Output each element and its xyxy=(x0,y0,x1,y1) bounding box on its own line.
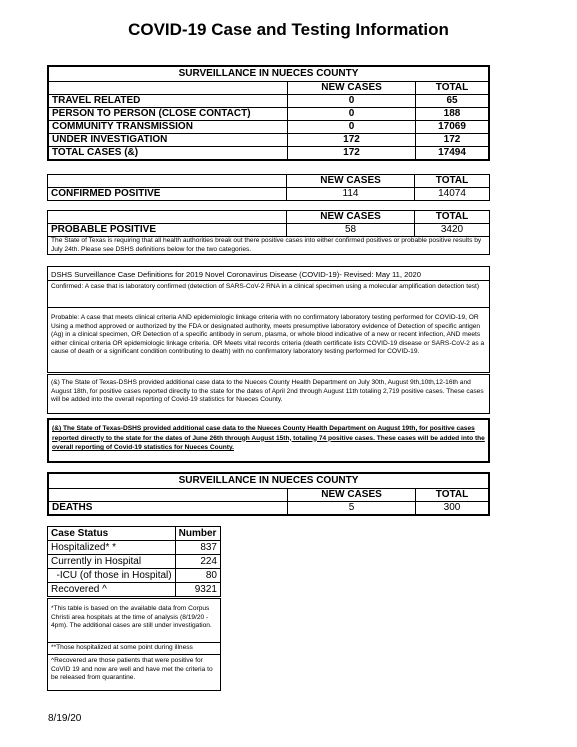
definitions-header: DSHS Surveillance Case Definitions for 2019 Novel Coronavirus Disease (COVID-19)- Revised: May 11, 2020 xyxy=(47,266,490,281)
row-new: 0 xyxy=(288,95,416,108)
case-status-note-3: ^Recovered are those patients that were positive for CoVID 19 and now are well and have met the criteria to be released from quarantine. xyxy=(47,655,221,691)
aug19-note: (&) The State of Texas-DSHS provided additional case data to the Nueces County Health Department on August 19th, for positive cases reported directly to the state for the dates of June 26th through August 15th, totaling 74 positive cases. These cases will be added into the overall reporting of Covid-19 statistics for Nueces County. xyxy=(52,425,485,451)
status-value: 837 xyxy=(175,541,220,555)
deaths-total: 300 xyxy=(416,502,490,516)
case-status-note-1: *This table is based on the available data from Corpus Christi area hospitals at the time of analysis (8/19/20 - 4pm). The additional cases are still under investigation. xyxy=(47,598,221,643)
deaths-label: DEATHS xyxy=(48,502,288,516)
confirmed-total: 14074 xyxy=(415,188,490,201)
deaths-table xyxy=(47,472,490,516)
row-total: 172 xyxy=(416,134,490,147)
row-label: UNDER INVESTIGATION xyxy=(48,134,288,147)
row-new: 172 xyxy=(288,147,416,161)
col-case-status: Case Status xyxy=(48,527,176,541)
row-total: 188 xyxy=(416,108,490,121)
probable-total: 3420 xyxy=(415,224,490,237)
case-status-notes xyxy=(47,598,221,691)
blank-cell xyxy=(48,211,287,224)
row-label: COMMUNITY TRANSMISSION xyxy=(48,121,288,134)
report-date: 8/19/20 xyxy=(48,713,82,724)
row-total: 17494 xyxy=(416,147,490,161)
row-label: TOTAL CASES (&) xyxy=(48,147,288,161)
row-label: PERSON TO PERSON (CLOSE CONTACT) xyxy=(48,108,288,121)
case-status-table xyxy=(47,526,221,597)
surveillance-header: SURVEILLANCE IN NUECES COUNTY xyxy=(48,66,489,82)
confirmed-table xyxy=(47,174,490,201)
row-total: 17069 xyxy=(416,121,490,134)
row-label: TRAVEL RELATED xyxy=(48,95,288,108)
col-total: TOTAL xyxy=(415,175,490,188)
confirmed-new: 114 xyxy=(287,188,415,201)
status-value: 9321 xyxy=(175,583,220,597)
col-new-cases: NEW CASES xyxy=(288,489,416,502)
col-new-cases: NEW CASES xyxy=(288,82,416,95)
row-new: 0 xyxy=(288,108,416,121)
blank-cell xyxy=(48,489,288,502)
aug19-note-box xyxy=(47,418,490,463)
status-value: 224 xyxy=(175,555,220,569)
col-new-cases: NEW CASES xyxy=(287,175,415,188)
row-new: 172 xyxy=(288,134,416,147)
row-total: 65 xyxy=(416,95,490,108)
col-new-cases: NEW CASES xyxy=(287,211,415,224)
status-label: Currently in Hospital xyxy=(48,555,176,569)
confirmed-label: CONFIRMED POSITIVE xyxy=(48,188,287,201)
status-label: -ICU (of those in Hospital) xyxy=(48,569,176,583)
surveillance-header: SURVEILLANCE IN NUECES COUNTY xyxy=(48,473,489,489)
row-new: 0 xyxy=(288,121,416,134)
col-total: TOTAL xyxy=(416,82,490,95)
status-value: 80 xyxy=(175,569,220,583)
probable-table xyxy=(47,210,490,255)
col-number: Number xyxy=(175,527,220,541)
definition-confirmed: Confirmed: A case that is laboratory confirmed (detection of SARS-CoV-2 RNA in a clinical specimen using a molecular amplification detection test) xyxy=(47,281,490,308)
blank-cell xyxy=(48,175,287,188)
probable-note: The State of Texas is requiring that all health authorities break out there positive cases into either confirmed positives or probable positive results by July 24th. Please see DSHS definitions below for the two categories. xyxy=(48,237,490,255)
col-total: TOTAL xyxy=(415,211,490,224)
status-label: Recovered ^ xyxy=(48,583,176,597)
status-label: Hospitalized* * xyxy=(48,541,176,555)
definitions-box xyxy=(47,266,490,373)
col-total: TOTAL xyxy=(416,489,490,502)
page-title: COVID-19 Case and Testing Information xyxy=(128,20,449,39)
deaths-new: 5 xyxy=(288,502,416,516)
probable-new: 58 xyxy=(287,224,415,237)
surveillance-table xyxy=(47,65,490,161)
ampersand-note: (&) The State of Texas-DSHS provided additional case data to the Nueces County Health Department on July 30th, August 9th,10th,12-16th and August 18th, for positive cases reported directly to the state for the dates of April 2nd through August 11th totaling 2,719 positive cases. These cases will be added into the overall reporting of Covid-19 statistics for Nueces County. xyxy=(47,374,490,414)
blank-cell xyxy=(48,82,288,95)
case-status-note-2: **Those hospitalized at some point during illness xyxy=(47,643,221,655)
definition-probable: Probable: A case that meets clinical criteria AND epidemiologic linkage criteria with no confirmatory laboratory testing performed for COVID-19, OR Using a method approved or authorized by the FDA or designated authority, meets presumptive laboratory evidence of Detection of specific antigen (Ag) in a clinical specimen, OR Detection of a specific antibody in serum, plasma, or whole blood indicative of a new or recent infection, AND meets either clinical criteria OR epidemiologic linkage criteria. OR Meets vital records criteria (death certificate lists COVID-19 disease or SARS-CoV-2 as a cause of death or a significant condition contributing to death) with no confirmatory laboratory testing performed for COVID-19. xyxy=(47,308,490,373)
probable-label: PROBABLE POSITIVE xyxy=(48,224,287,237)
